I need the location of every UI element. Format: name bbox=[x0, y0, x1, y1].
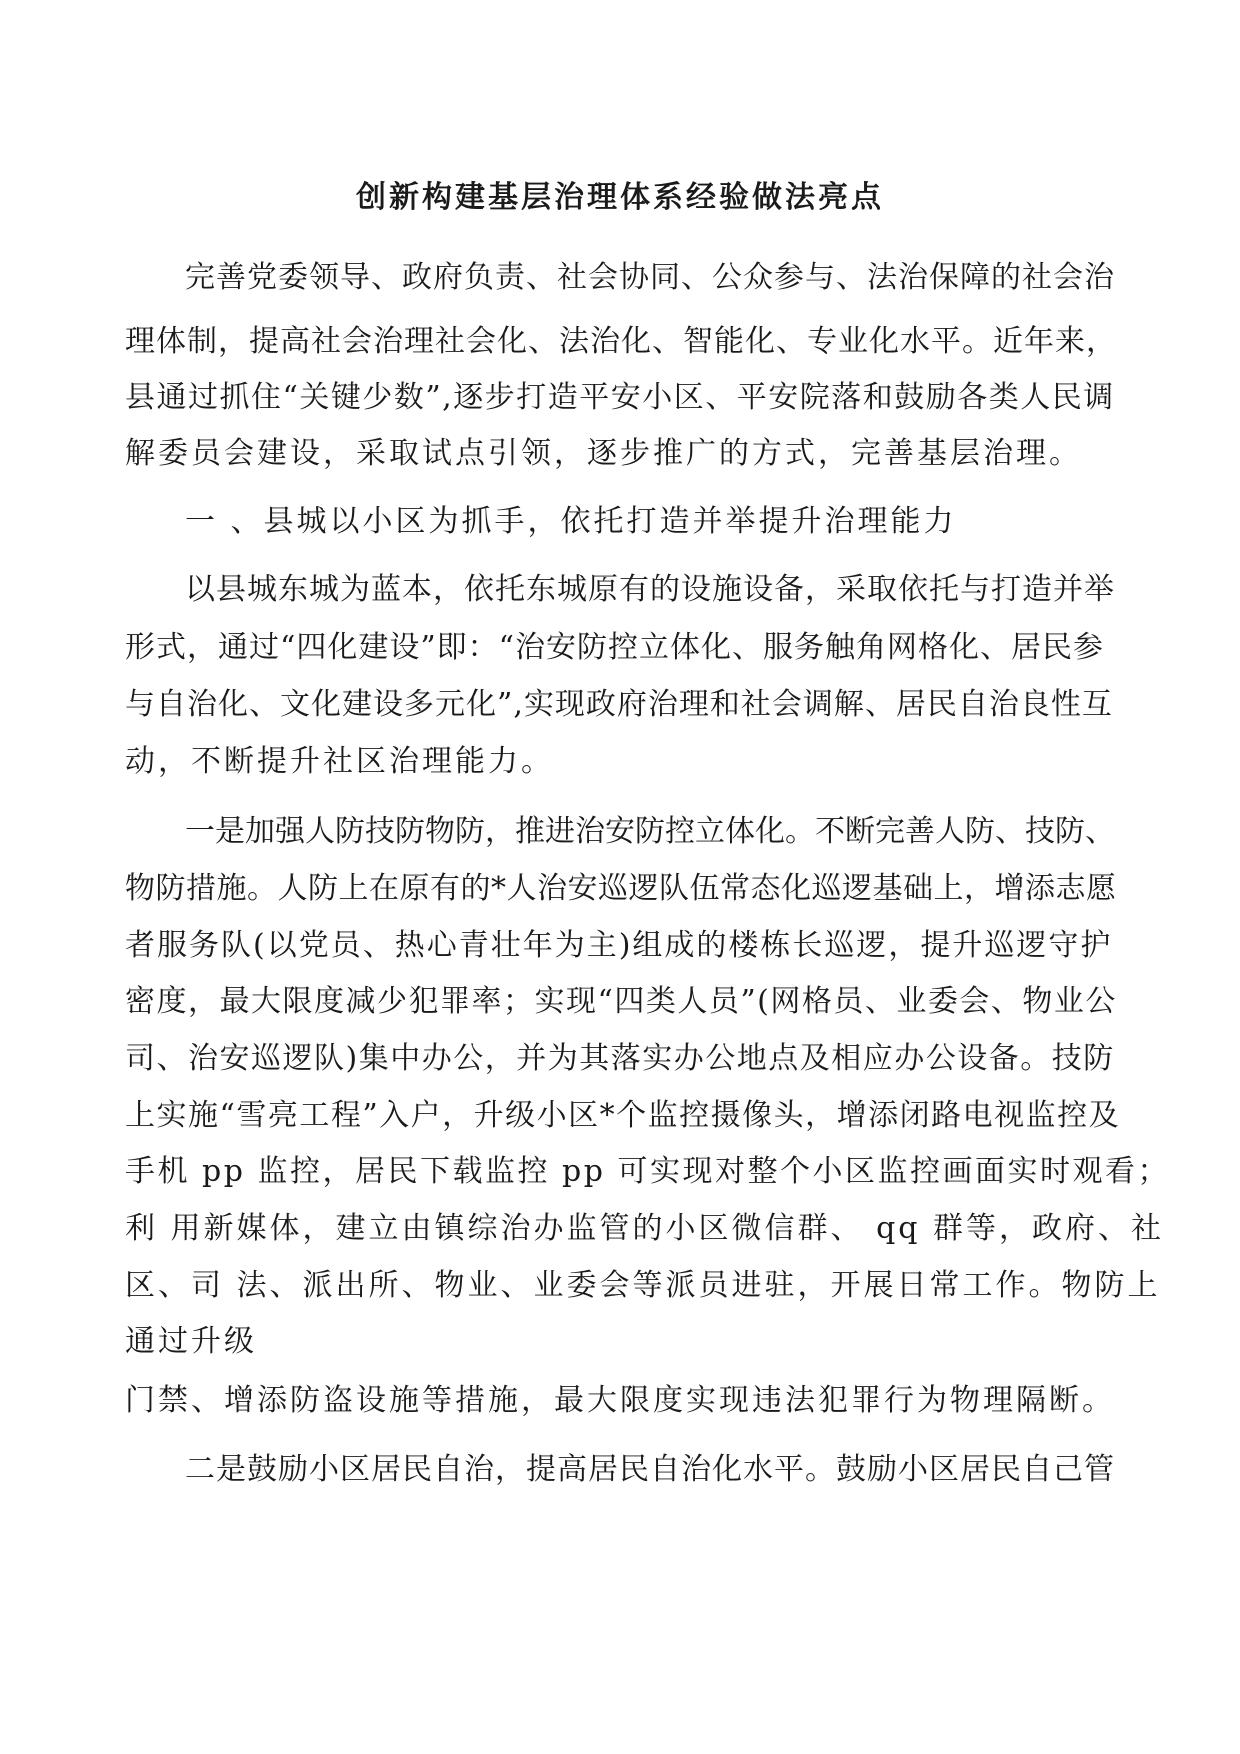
document-title: 创新构建基层治理体系经验做法亮点 bbox=[356, 180, 884, 215]
paragraph-line: 密度，最大限度减少犯罪率；实现“四类人员”(网格员、业委会、物业公 bbox=[125, 984, 1117, 1019]
paragraph-line: 一是加强人防技防物防，推进治安防控立体化。不断完善人防、技防、 bbox=[185, 814, 1115, 849]
paragraph-line: 区、司 法、派出所、物业、业委会等派员进驻，开展日常工作。物防上 bbox=[125, 1268, 1161, 1303]
paragraph-line: 理体制，提高社会治理社会化、法治化、智能化、专业化水平。近年来， bbox=[125, 324, 1117, 359]
paragraph-line: 利 用新媒体，建立由镇综治办监管的小区微信群、 qq 群等，政府、社 bbox=[125, 1211, 1165, 1246]
paragraph-line: 以县城东城为蓝本，依托东城原有的设施设备，采取依托与打造并举 bbox=[185, 572, 1115, 607]
paragraph-line: 完善党委领导、政府负责、社会协同、公众参与、法治保障的社会治 bbox=[185, 260, 1115, 295]
paragraph-line: 形式，通过“四化建设”即：“治安防控立体化、服务触角网格化、居民参 bbox=[125, 630, 1105, 665]
paragraph-line: 物防措施。人防上在原有的*人治安巡逻队伍常态化巡逻基础上，增添志愿 bbox=[125, 871, 1117, 906]
paragraph-line: 司、治安巡逻队)集中办公，并为其落实办公地点及相应办公设备。技防 bbox=[125, 1041, 1115, 1076]
paragraph-line: 二是鼓励小区居民自治，提高居民自治化水平。鼓励小区居民自己管 bbox=[185, 1452, 1115, 1487]
paragraph-line: 县通过抓住“关键少数”,逐步打造平安小区、平安院落和鼓励各类人民调 bbox=[125, 380, 1115, 415]
paragraph-line: 与自治化、文化建设多元化”,实现政府治理和社会调解、居民自治良性互 bbox=[125, 687, 1113, 722]
paragraph-line: 者服务队(以党员、热心青壮年为主)组成的楼栋长巡逻，提升巡逻守护 bbox=[125, 928, 1113, 963]
paragraph-line: 门禁、增添防盗设施等措施，最大限度实现违法犯罪行为物理隔断。 bbox=[125, 1383, 1115, 1418]
paragraph-line: 上实施“雪亮工程”入户，升级小区*个监控摄像头，增添闭路电视监控及 bbox=[125, 1098, 1121, 1133]
paragraph-line: 手机 pp 监控，居民下载监控 pp 可实现对整个小区监控画面实时观看； bbox=[125, 1154, 1170, 1189]
paragraph-line: 通过升级 bbox=[125, 1324, 257, 1359]
paragraph-line: 动，不断提升社区治理能力。 bbox=[125, 744, 554, 779]
paragraph-line: 解委员会建设，采取试点引领，逐步推广的方式，完善基层治理。 bbox=[125, 436, 1082, 471]
section-heading: 一 、县城以小区为抓手，依托打造并举提升治理能力 bbox=[185, 504, 957, 539]
